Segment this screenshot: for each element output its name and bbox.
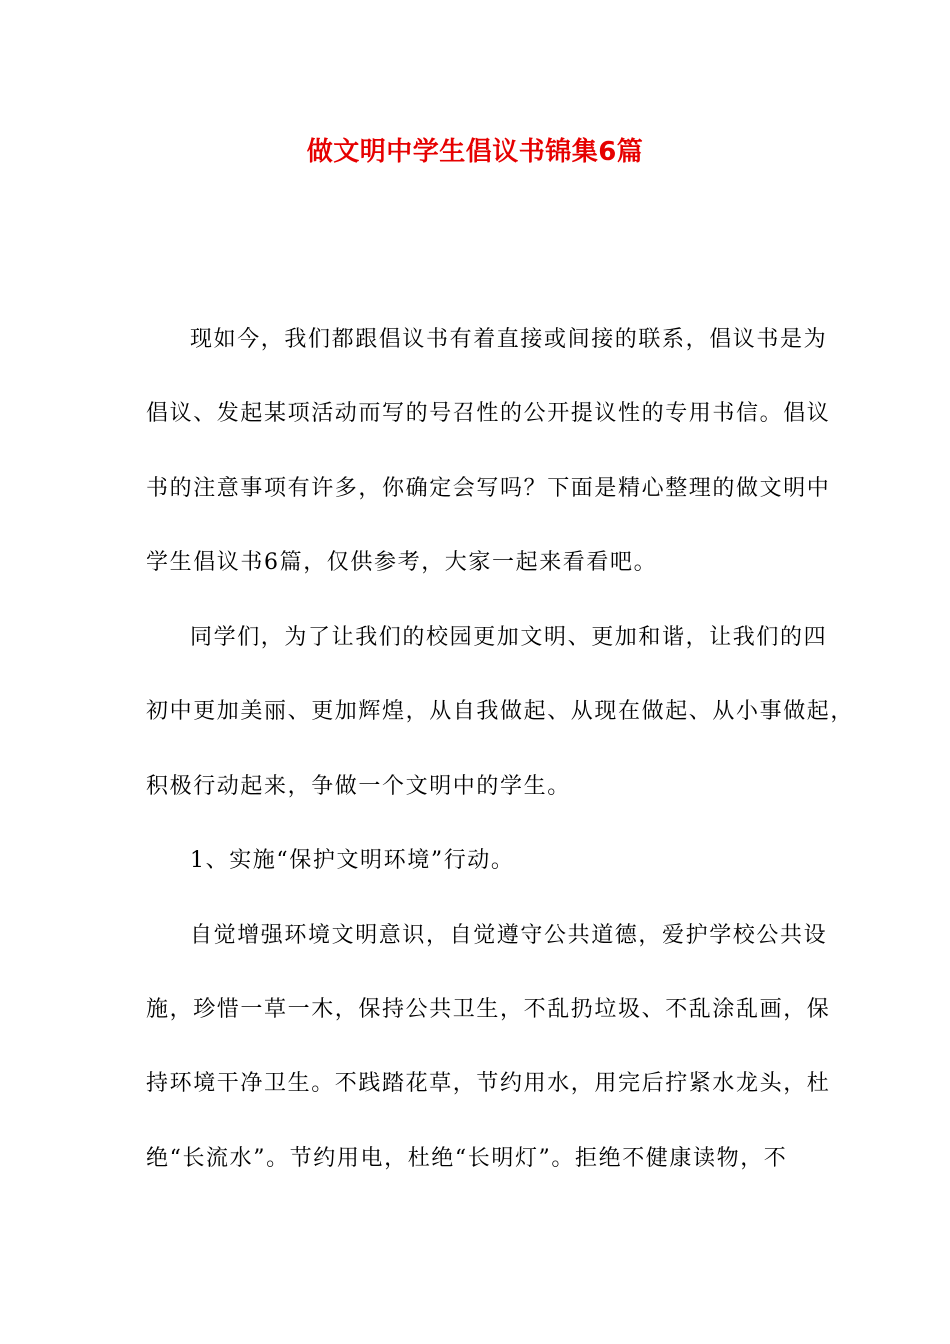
paragraph-line: 学生倡议书6篇，仅供参考，大家一起来看看吧。 — [146, 550, 658, 575]
paragraph-line: 持环境干净卫生。不践踏花草，节约用水，用完后拧紧水龙头，杜 — [146, 1071, 831, 1096]
paragraph-line: 书的注意事项有许多，你确定会写吗？下面是精心整理的做文明中 — [146, 476, 831, 501]
paragraph-line: 现如今，我们都跟倡议书有着直接或间接的联系，倡议书是为 — [190, 327, 828, 352]
paragraph-line: 倡议、发起某项活动而写的号召性的公开提议性的专用书信。倡议 — [146, 401, 831, 426]
document-title: 做文明中学生倡议书锦集6篇 — [306, 137, 644, 167]
paragraph-line: 自觉增强环境文明意识，自觉遵守公共道德，爱护学校公共设 — [190, 923, 828, 948]
paragraph-line: 绝“长流水”。节约用电，杜绝“长明灯”。拒绝不健康读物，不 — [146, 1146, 788, 1171]
paragraph-line: 初中更加美丽、更加辉煌，从自我做起、从现在做起、从小事做起， — [146, 699, 855, 724]
paragraph-line: 积极行动起来，争做一个文明中的学生。 — [146, 774, 571, 799]
paragraph-line: 同学们，为了让我们的校园更加文明、更加和谐，让我们的四 — [190, 625, 828, 650]
paragraph-line: 施，珍惜一草一木，保持公共卫生，不乱扔垃圾、不乱涂乱画，保 — [146, 997, 831, 1022]
section-heading: 1、实施“保护文明环境”行动。 — [190, 848, 515, 873]
